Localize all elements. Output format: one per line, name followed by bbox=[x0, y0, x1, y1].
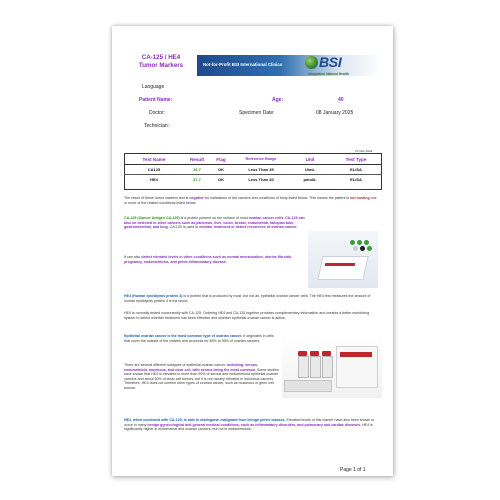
combination-text-b: Elevated levels of this marker have also been shown to occur in many bbox=[124, 418, 375, 427]
banner-text: Not-for-Profit BSI International Clinics bbox=[203, 62, 283, 67]
vial-cap-green bbox=[364, 240, 369, 245]
ca125-text-g: detect elevated levels in other conditions such as normal menstruation, uterine fibroids, pregnancy, endometriosis, and pelvic inflammatory disease. bbox=[124, 255, 292, 264]
col-header-test-name: Test Name bbox=[124, 154, 184, 165]
cell-reference-range: Less Than 35 bbox=[232, 165, 290, 175]
results-table bbox=[124, 154, 382, 184]
reagent-bottle bbox=[310, 356, 321, 378]
kit-box-shape bbox=[317, 256, 368, 280]
reagent-bottle bbox=[322, 356, 333, 378]
report-page bbox=[112, 26, 393, 476]
combination-text-d: HE4 is significantly higher in endometrial and ovarian cancers, but not in endometriosis. bbox=[124, 422, 373, 432]
cell-test-name: HE4 bbox=[124, 175, 184, 185]
intro-paragraph bbox=[124, 196, 380, 205]
doctor-label: Doctor: bbox=[149, 110, 166, 116]
vial-cap-green bbox=[350, 240, 355, 245]
reagent-cap-red bbox=[298, 351, 307, 356]
bsi-logo-text: BSI bbox=[319, 54, 342, 70]
report-title bbox=[118, 54, 204, 70]
cell-reference-range: Less Than 40 bbox=[232, 175, 290, 185]
ca125-text-f: It can also bbox=[124, 255, 142, 259]
vial-cap-black bbox=[360, 246, 365, 251]
he4-concurrent-paragraph: HE4 is normally tested concurrently with CA-125. Ordering HE4 and CA-125 together provides complementary information and creates a better monitoring system to detect whether treatment has been effective and whether epithelial ovarian cancer is active. bbox=[124, 311, 370, 320]
microplate bbox=[284, 380, 332, 392]
subtypes-text-c: Some studies have shown that HE4 is elevated in more than 90% of serous and endometrioid epithelial ovarian cancers and about 50% of clear-cell tumors, but it is not usually elevated in mucinous cancers. Therefore, HE4 does not confirm other types of ovarian cancer, such as mucinous or germ cell tumors. bbox=[124, 367, 279, 390]
bsi-logo-icon bbox=[305, 56, 318, 69]
version-note: V1 Dec 2024 bbox=[355, 149, 373, 153]
cell-unit: U/mL bbox=[290, 165, 330, 175]
age-value: 40 bbox=[338, 97, 344, 103]
cell-test-name: CA125 bbox=[124, 165, 184, 175]
intro-not-hosting: not hosting bbox=[350, 196, 370, 200]
subtypes-text-b: including: serous, endometrioid, mucinous, and clear cell, with serous being the most common. bbox=[124, 363, 258, 372]
subtypes-paragraph bbox=[124, 363, 279, 391]
he4-text-b: is a protein that is produced by most, but not all, epithelial ovarian cancer cells. The HE4 test measures the amount of human epididymis protein 4 is the blood. bbox=[124, 294, 371, 303]
combination-paragraph bbox=[124, 418, 380, 432]
kit-label-stripe bbox=[325, 263, 356, 266]
specimen-date-label: Specimen Date: bbox=[239, 110, 275, 116]
specimen-date-value: 08 January 2025 bbox=[316, 110, 354, 116]
results-header-row bbox=[124, 154, 382, 165]
ca125-text-e: monitor treatment or detect recurrence of ovarian cancer. bbox=[199, 225, 298, 230]
he4-heading: HE4 (Human epididymis protein 4) bbox=[124, 294, 183, 298]
ca125-conditions-paragraph bbox=[124, 255, 306, 264]
intro-text-b: for indications of the cancers and conditions of body listed below. This means the patient is bbox=[203, 196, 351, 200]
report-title-line2: Tumor Markers bbox=[138, 62, 184, 69]
cell-unit: pmol/L bbox=[290, 175, 330, 185]
col-header-unit: Unit bbox=[290, 154, 330, 165]
vial-cap-green bbox=[367, 246, 372, 251]
ca125-text-d: CA-125 is used to bbox=[168, 225, 200, 230]
col-header-reference-range: Reference Range bbox=[232, 154, 290, 165]
intro-negative: negative bbox=[189, 196, 204, 200]
vial-cap-green bbox=[357, 240, 362, 245]
vial-cap-white bbox=[353, 246, 358, 251]
epithelial-text: It originates in cells that cover the outside of the ovaries and accounts for 85% to 90% of ovarian cancers. bbox=[124, 334, 274, 343]
cell-flag: OK bbox=[210, 175, 232, 185]
col-header-test-type: Test Type bbox=[330, 154, 382, 165]
combination-heading: HE4, when combined with CA-125, is able to distinguish malignant from benign pelvic masses. bbox=[124, 418, 286, 422]
epithelial-heading: Epithelial ovarian cancer is the most common type of ovarian cancer. bbox=[124, 334, 243, 338]
cell-test-type: ELISA bbox=[330, 175, 382, 185]
ca125-text-c: ovarian cancer cells. CA-125 can also be detected in other cancers such as pancreas, liver, colon, breast, endometrial, fallopian tube, gastrointestinal, and lung. bbox=[124, 216, 305, 230]
page-number: Page 1 of 1 bbox=[340, 467, 366, 473]
subtypes-text-a: There are several different subtypes of epithelial ovarian cancer, bbox=[124, 363, 228, 367]
epithelial-paragraph bbox=[124, 334, 279, 343]
table-row bbox=[124, 165, 382, 175]
technician-label: Technician: bbox=[144, 123, 170, 129]
patient-name-label: Patient Name: bbox=[139, 97, 173, 103]
combination-text-c: benign gynecological and general medical conditions, such as inflammatory disorders, and pulmonary and cardiac diseases. bbox=[147, 422, 362, 427]
reagent-cap-red bbox=[310, 351, 319, 356]
ca125-paragraph bbox=[124, 216, 306, 230]
separator-dots: ... bbox=[126, 287, 130, 292]
ca125-text-b: is a protein present on the surface of most bbox=[179, 216, 249, 220]
report-title-line1: CA-125 / HE4 bbox=[141, 54, 181, 61]
reagent-cap-red bbox=[322, 351, 331, 356]
bsi-logo-subtext: Integrative Natural Health bbox=[308, 72, 350, 76]
age-label: Age: bbox=[272, 97, 284, 103]
reagent-bottle bbox=[298, 356, 309, 378]
col-header-flag: Flag bbox=[210, 154, 232, 165]
cell-result: 26.7 bbox=[184, 165, 210, 175]
cell-test-type: ELISA bbox=[330, 165, 382, 175]
cell-flag: OK bbox=[210, 165, 232, 175]
plate-box-label bbox=[340, 352, 372, 357]
cell-result: 37.7 bbox=[184, 175, 210, 185]
he4-paragraph bbox=[124, 294, 380, 303]
language-label: Language bbox=[142, 84, 165, 90]
intro-text-a: The result of these tumor markers test is bbox=[124, 196, 190, 200]
table-row bbox=[124, 175, 382, 185]
intro-text-c: one or more of the related conditions listed below. bbox=[124, 196, 377, 205]
col-header-result: Result bbox=[184, 154, 210, 165]
ca125-heading: CA-125 (Cancer Antigen CA-125) bbox=[124, 216, 180, 220]
